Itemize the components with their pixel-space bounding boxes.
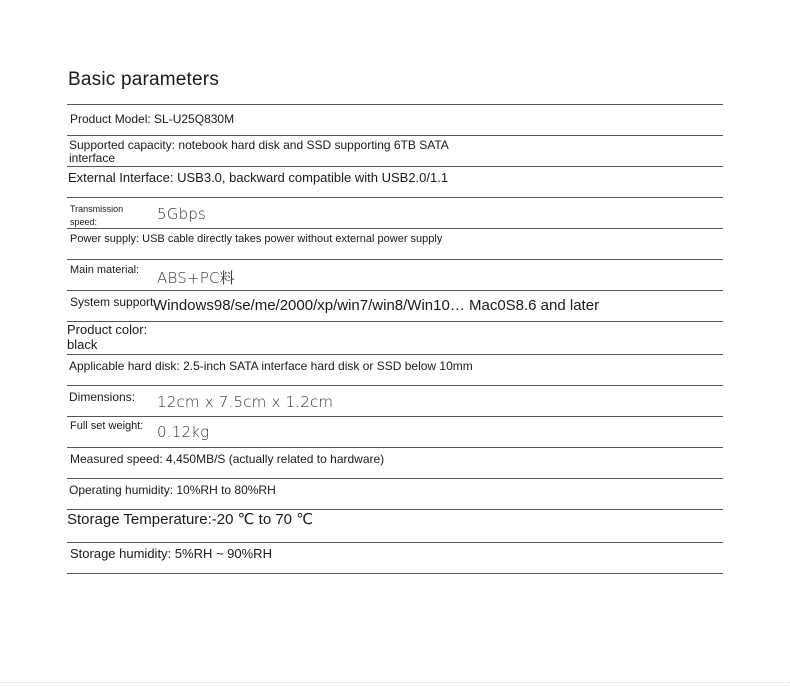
product-color-text: Product color: black xyxy=(67,322,148,352)
full-set-weight-label: Full set weight: xyxy=(70,420,144,432)
supported-capacity-text: Supported capacity: notebook hard disk and SSD supporting 6TB SATA interface xyxy=(69,138,449,165)
product-model-text: Product Model: SL-U25Q830M xyxy=(70,112,235,126)
page-title: Basic parameters xyxy=(68,69,220,90)
table-row xyxy=(67,448,723,479)
operating-humidity-text: Operating humidity: 10%RH to 80%RH xyxy=(69,483,276,497)
power-supply-text: Power supply: USB cable directly takes power without external power supply xyxy=(70,233,443,245)
applicable-hard-disk-text: Applicable hard disk: 2.5-inch SATA interface hard disk or SSD below 10mm xyxy=(69,359,473,373)
bottom-divider xyxy=(0,682,790,684)
table-row xyxy=(67,229,723,260)
storage-temperature-text: Storage Temperature:-20 ℃ to 70 ℃ xyxy=(67,511,314,528)
system-support-value: Windows98/se/me/2000/xp/win7/win8/Win10… Mac0S8.6 and later xyxy=(153,297,600,314)
table-row xyxy=(67,510,723,543)
main-material-label: Main material: xyxy=(70,264,140,276)
main-material-value: ABS+PC料 xyxy=(157,269,235,287)
table-row xyxy=(67,260,723,291)
external-interface-text: External Interface: USB3.0, backward compatible with USB2.0/1.1 xyxy=(68,170,449,185)
dimensions-value: 12cm x 7.5cm x 1.2cm xyxy=(157,393,334,411)
dimensions-label: Dimensions: xyxy=(69,390,136,404)
table-row xyxy=(67,386,723,417)
table-row xyxy=(67,167,723,198)
table-row xyxy=(67,105,723,136)
table-row xyxy=(67,291,723,322)
table-row xyxy=(67,355,723,386)
table-row xyxy=(67,543,723,574)
storage-humidity-text: Storage humidity: 5%RH ~ 90%RH xyxy=(70,546,272,561)
transmission-speed-label: Transmission speed: xyxy=(70,204,124,227)
transmission-speed-value: 5Gbps xyxy=(157,205,207,223)
table-row xyxy=(67,136,723,167)
table-row xyxy=(67,322,723,355)
table-row xyxy=(67,198,723,229)
table-row xyxy=(67,479,723,510)
full-set-weight-value: 0.12kg xyxy=(157,423,210,441)
measured-speed-text: Measured speed: 4,450MB/S (actually related to hardware) xyxy=(70,452,385,466)
table-row xyxy=(67,417,723,448)
system-support-label: System support xyxy=(70,295,154,309)
spec-table xyxy=(67,104,723,574)
